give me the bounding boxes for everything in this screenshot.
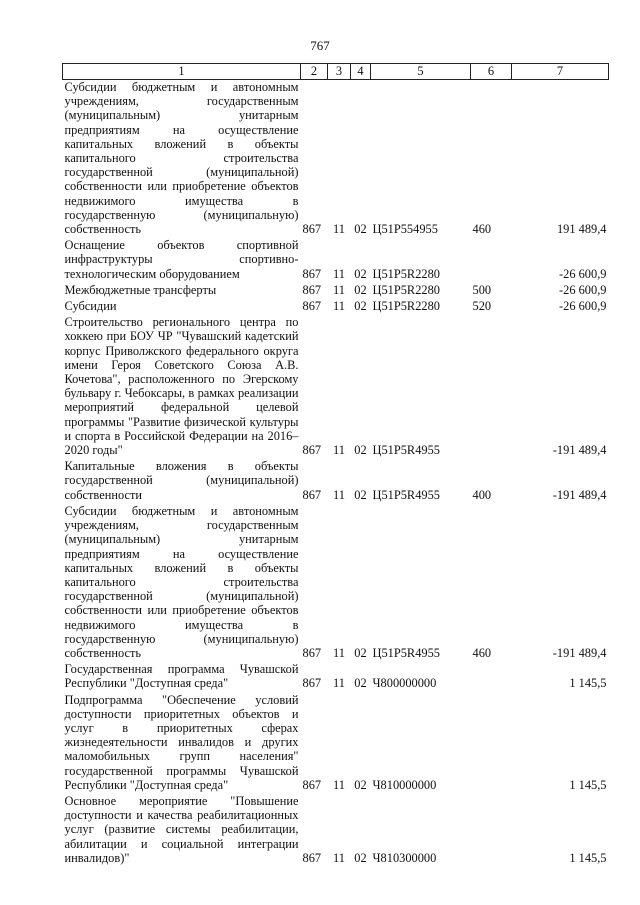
row-expense-type: 400 bbox=[472, 487, 492, 502]
row-description: Строительство регионального центра по хоккею при БОУ ЧР "Чувашский кадетский корпус Приволжского федерального округа имени Героя Советского Союза А.В. Кочетова", расположенного по Эгерскому бульвару г. Чебоксары, в рамках реализации мероприятий федеральной целевой программы "Развитие физической культуры и спорта в Российской Федерации на 2016–2020 годы" bbox=[64, 315, 299, 458]
table-header-row bbox=[63, 64, 609, 80]
header-col-1: 1 bbox=[63, 64, 301, 80]
row-expense-type: 520 bbox=[472, 299, 492, 314]
row-ministry: 867 bbox=[302, 676, 322, 691]
row-expense-type bbox=[471, 315, 512, 459]
row-amount: -191 489,4 bbox=[552, 487, 607, 502]
budget-table bbox=[62, 63, 609, 867]
row-ministry: 867 bbox=[302, 487, 322, 502]
row-target-code: Ц51P5R4955 bbox=[372, 645, 440, 660]
row-description: Межбюджетные трансферты bbox=[64, 282, 217, 297]
row-section: 11 bbox=[333, 443, 345, 458]
row-subsection: 02 bbox=[354, 222, 367, 237]
row-amount: 1 145,5 bbox=[569, 850, 607, 865]
row-description: Государственная программа Чувашской Республики "Доступная среда" bbox=[64, 662, 299, 691]
row-subsection: 02 bbox=[354, 850, 367, 865]
row-subsection: 02 bbox=[354, 777, 367, 792]
row-expense-type: 460 bbox=[472, 222, 492, 237]
row-section: 11 bbox=[333, 487, 345, 502]
row-subsection: 02 bbox=[354, 443, 367, 458]
row-target-code: Ц51P5R4955 bbox=[372, 487, 440, 502]
row-subsection: 02 bbox=[354, 676, 367, 691]
row-section: 11 bbox=[333, 777, 345, 792]
row-amount: -26 600,9 bbox=[559, 266, 607, 281]
table-row bbox=[63, 459, 609, 504]
row-section: 11 bbox=[333, 299, 345, 314]
row-target-code: Ч800000000 bbox=[372, 676, 437, 691]
table-row bbox=[63, 299, 609, 315]
table-row bbox=[63, 80, 609, 239]
row-target-code: Ц51P5R2280 bbox=[372, 282, 440, 297]
header-col-6: 6 bbox=[471, 64, 512, 80]
header-col-4: 4 bbox=[351, 64, 371, 80]
row-target-code: Ц51P554955 bbox=[372, 222, 438, 237]
header-col-3: 3 bbox=[328, 64, 351, 80]
row-ministry: 867 bbox=[302, 222, 322, 237]
row-description: Подпрограмма "Обеспечение условий доступности приоритетных объектов и услуг в приоритетных сферах жизнедеятельности инвалидов и других маломобильных групп населения" государственной программы Чувашской Республики "Доступная среда" bbox=[64, 692, 299, 792]
table-row bbox=[63, 794, 609, 867]
row-ministry: 867 bbox=[302, 777, 322, 792]
row-description: Основное мероприятие "Повышение доступности и качества реабилитационных услуг (развитие системы реабилитации, абилитации и социальной интеграции инвалидов)" bbox=[64, 793, 299, 865]
row-amount: 191 489,4 bbox=[556, 222, 607, 237]
table-row bbox=[63, 662, 609, 692]
row-description: Оснащение объектов спортивной инфраструктуры спортивно-технологическим оборудованием bbox=[64, 238, 299, 281]
row-subsection: 02 bbox=[354, 645, 367, 660]
row-expense-type bbox=[471, 238, 512, 283]
row-subsection: 02 bbox=[354, 282, 367, 297]
row-section: 11 bbox=[333, 222, 345, 237]
row-section: 11 bbox=[333, 282, 345, 297]
row-subsection: 02 bbox=[354, 487, 367, 502]
row-target-code: Ц51P5R2280 bbox=[372, 299, 440, 314]
row-target-code: Ц51P5R4955 bbox=[372, 443, 440, 458]
row-target-code: Ч810300000 bbox=[372, 850, 437, 865]
row-description: Субсидии bbox=[64, 299, 117, 314]
row-ministry: 867 bbox=[302, 850, 322, 865]
header-col-2: 2 bbox=[301, 64, 328, 80]
row-section: 11 bbox=[333, 850, 345, 865]
row-ministry: 867 bbox=[302, 645, 322, 660]
header-col-5: 5 bbox=[371, 64, 471, 80]
table-row bbox=[63, 693, 609, 794]
row-section: 11 bbox=[333, 676, 345, 691]
row-target-code: Ч810000000 bbox=[372, 777, 437, 792]
row-description: Субсидии бюджетным и автономным учреждениям, государственным (муниципальным) унитарным предприятиям на осуществление капитальных вложений в объекты капитального строительства государственной (муниципальной) собственности или приобретение объектов недвижимого имущества в государственную (муниципальную) собственность bbox=[64, 80, 299, 237]
row-ministry: 867 bbox=[302, 299, 322, 314]
table-row bbox=[63, 504, 609, 662]
row-description: Субсидии бюджетным и автономным учреждениям, государственным (муниципальным) унитарным предприятиям на осуществление капитальных вложений в объекты капитального строительства государственной (муниципальной) собственности или приобретение объектов недвижимого имущества в государственную (муниципальную) собственность bbox=[64, 503, 299, 660]
row-ministry: 867 bbox=[302, 443, 322, 458]
page-number: 767 bbox=[310, 38, 330, 53]
row-expense-type bbox=[471, 693, 512, 794]
table-row bbox=[63, 315, 609, 459]
row-expense-type: 500 bbox=[472, 282, 492, 297]
row-description: Капитальные вложения в объекты государственной (муниципальной) собственности bbox=[64, 459, 299, 502]
header-col-7: 7 bbox=[512, 64, 609, 80]
row-subsection: 02 bbox=[354, 266, 367, 281]
row-expense-type bbox=[471, 662, 512, 692]
row-amount: 1 145,5 bbox=[569, 777, 607, 792]
row-amount: -191 489,4 bbox=[552, 645, 607, 660]
row-amount: -26 600,9 bbox=[559, 282, 607, 297]
row-expense-type: 460 bbox=[472, 645, 492, 660]
row-ministry: 867 bbox=[302, 282, 322, 297]
row-ministry: 867 bbox=[302, 266, 322, 281]
row-amount: -191 489,4 bbox=[552, 443, 607, 458]
row-section: 11 bbox=[333, 266, 345, 281]
table-row bbox=[63, 238, 609, 283]
row-target-code: Ц51P5R2280 bbox=[372, 266, 440, 281]
table-row bbox=[63, 283, 609, 299]
row-section: 11 bbox=[333, 645, 345, 660]
row-amount: 1 145,5 bbox=[569, 676, 607, 691]
row-expense-type bbox=[471, 794, 512, 867]
row-amount: -26 600,9 bbox=[559, 299, 607, 314]
row-subsection: 02 bbox=[354, 299, 367, 314]
